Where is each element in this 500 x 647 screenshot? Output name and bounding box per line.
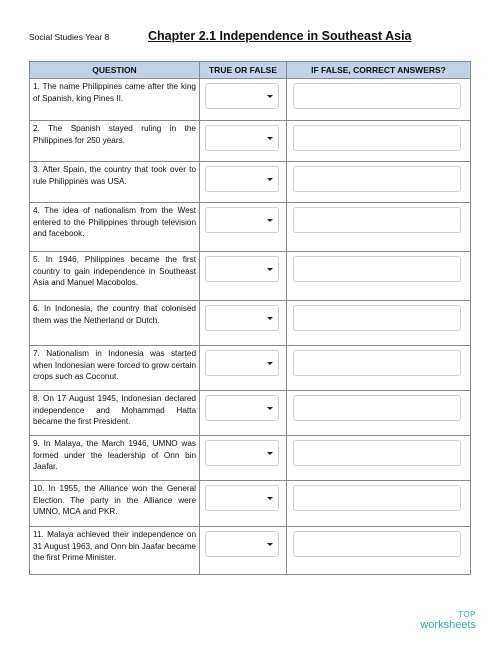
question-text: 4. The idea of nationalism from the West entered to the Philippines through television and facebook. [30,203,200,252]
chevron-down-icon [267,219,273,222]
true-false-dropdown[interactable] [205,207,279,233]
true-false-cell [200,162,287,203]
true-false-dropdown[interactable] [205,256,279,282]
table-row [30,162,471,203]
true-false-dropdown[interactable] [205,531,279,557]
table-row [30,79,471,121]
brand-bottom: worksheets [420,619,476,631]
true-false-cell [200,391,287,436]
correct-answer-input[interactable] [293,531,461,557]
chevron-down-icon [267,137,273,140]
true-false-dropdown[interactable] [205,440,279,466]
answer-cell [287,436,471,481]
true-false-dropdown[interactable] [205,166,279,192]
true-false-dropdown[interactable] [205,485,279,511]
question-text: 11. Malaya achieved their independence on 31 August 1963, and Onn bin Jaafar became the first Prime Minister. [30,527,200,575]
chevron-down-icon [267,407,273,410]
chevron-down-icon [267,452,273,455]
answer-cell [287,391,471,436]
true-false-dropdown[interactable] [205,83,279,109]
correct-answer-input[interactable] [293,350,461,376]
table-row [30,301,471,346]
brand-logo [420,610,476,630]
correct-answer-input[interactable] [293,440,461,466]
correct-answer-input[interactable] [293,83,461,109]
correct-answer-input[interactable] [293,395,461,421]
answer-cell [287,527,471,575]
chevron-down-icon [267,543,273,546]
table-row [30,436,471,481]
question-text: 8. On 17 August 1945, Indonesian declared independence and Mohammad Hatta became the first President. [30,391,200,436]
table-row [30,203,471,252]
question-text: 10. In 1955, the Alliance won the General Election. The party in the Alliance were UMNO, MCA and PKR. [30,481,200,527]
column-header-true-false: TRUE OR FALSE [200,62,287,79]
question-text: 1. The name Philippines came after the king of Spanish, king Pines II. [30,79,200,121]
chevron-down-icon [267,95,273,98]
true-false-cell [200,481,287,527]
answer-cell [287,162,471,203]
chevron-down-icon [267,268,273,271]
true-false-cell [200,346,287,391]
subject-label: Social Studies Year 8 [29,32,110,42]
correct-answer-input[interactable] [293,256,461,282]
table-header-row [30,62,471,79]
question-text: 5. In 1946, Philippines became the first country to gain independence in Southeast Asia and Manuel Macobolos. [30,252,200,301]
true-false-cell [200,121,287,162]
true-false-dropdown[interactable] [205,395,279,421]
table-row [30,346,471,391]
page-title: Chapter 2.1 Independence in Southeast Asia [148,29,412,43]
answer-cell [287,203,471,252]
column-header-correct-answer: IF FALSE, CORRECT ANSWERS? [287,62,471,79]
question-text: 6. In Indonesia, the country that colonised them was the Netherland or Dutch. [30,301,200,346]
worksheet-table [29,61,471,575]
question-text: 3. After Spain, the country that took over to rule Philippines was USA. [30,162,200,203]
answer-cell [287,346,471,391]
correct-answer-input[interactable] [293,485,461,511]
chevron-down-icon [267,178,273,181]
answer-cell [287,301,471,346]
question-text: 2. The Spanish stayed ruling in the Philippines for 250 years. [30,121,200,162]
table-row [30,527,471,575]
brand-top: TOP [458,610,476,619]
chevron-down-icon [267,362,273,365]
answer-cell [287,252,471,301]
correct-answer-input[interactable] [293,125,461,151]
true-false-cell [200,79,287,121]
chevron-down-icon [267,497,273,500]
true-false-dropdown[interactable] [205,350,279,376]
true-false-cell [200,301,287,346]
question-text: 9. In Malaya, the March 1946, UMNO was formed under the leadership of Onn bin Jaafar. [30,436,200,481]
question-text: 7. Nationalism in Indonesia was started when Indonesian were forced to grow certain crops such as Coconut. [30,346,200,391]
true-false-cell [200,436,287,481]
table-row [30,481,471,527]
true-false-dropdown[interactable] [205,305,279,331]
answer-cell [287,79,471,121]
correct-answer-input[interactable] [293,166,461,192]
true-false-dropdown[interactable] [205,125,279,151]
true-false-cell [200,252,287,301]
chevron-down-icon [267,317,273,320]
column-header-question: QUESTION [30,62,200,79]
correct-answer-input[interactable] [293,207,461,233]
answer-cell [287,121,471,162]
true-false-cell [200,527,287,575]
table-row [30,391,471,436]
table-row [30,121,471,162]
true-false-cell [200,203,287,252]
answer-cell [287,481,471,527]
table-row [30,252,471,301]
correct-answer-input[interactable] [293,305,461,331]
